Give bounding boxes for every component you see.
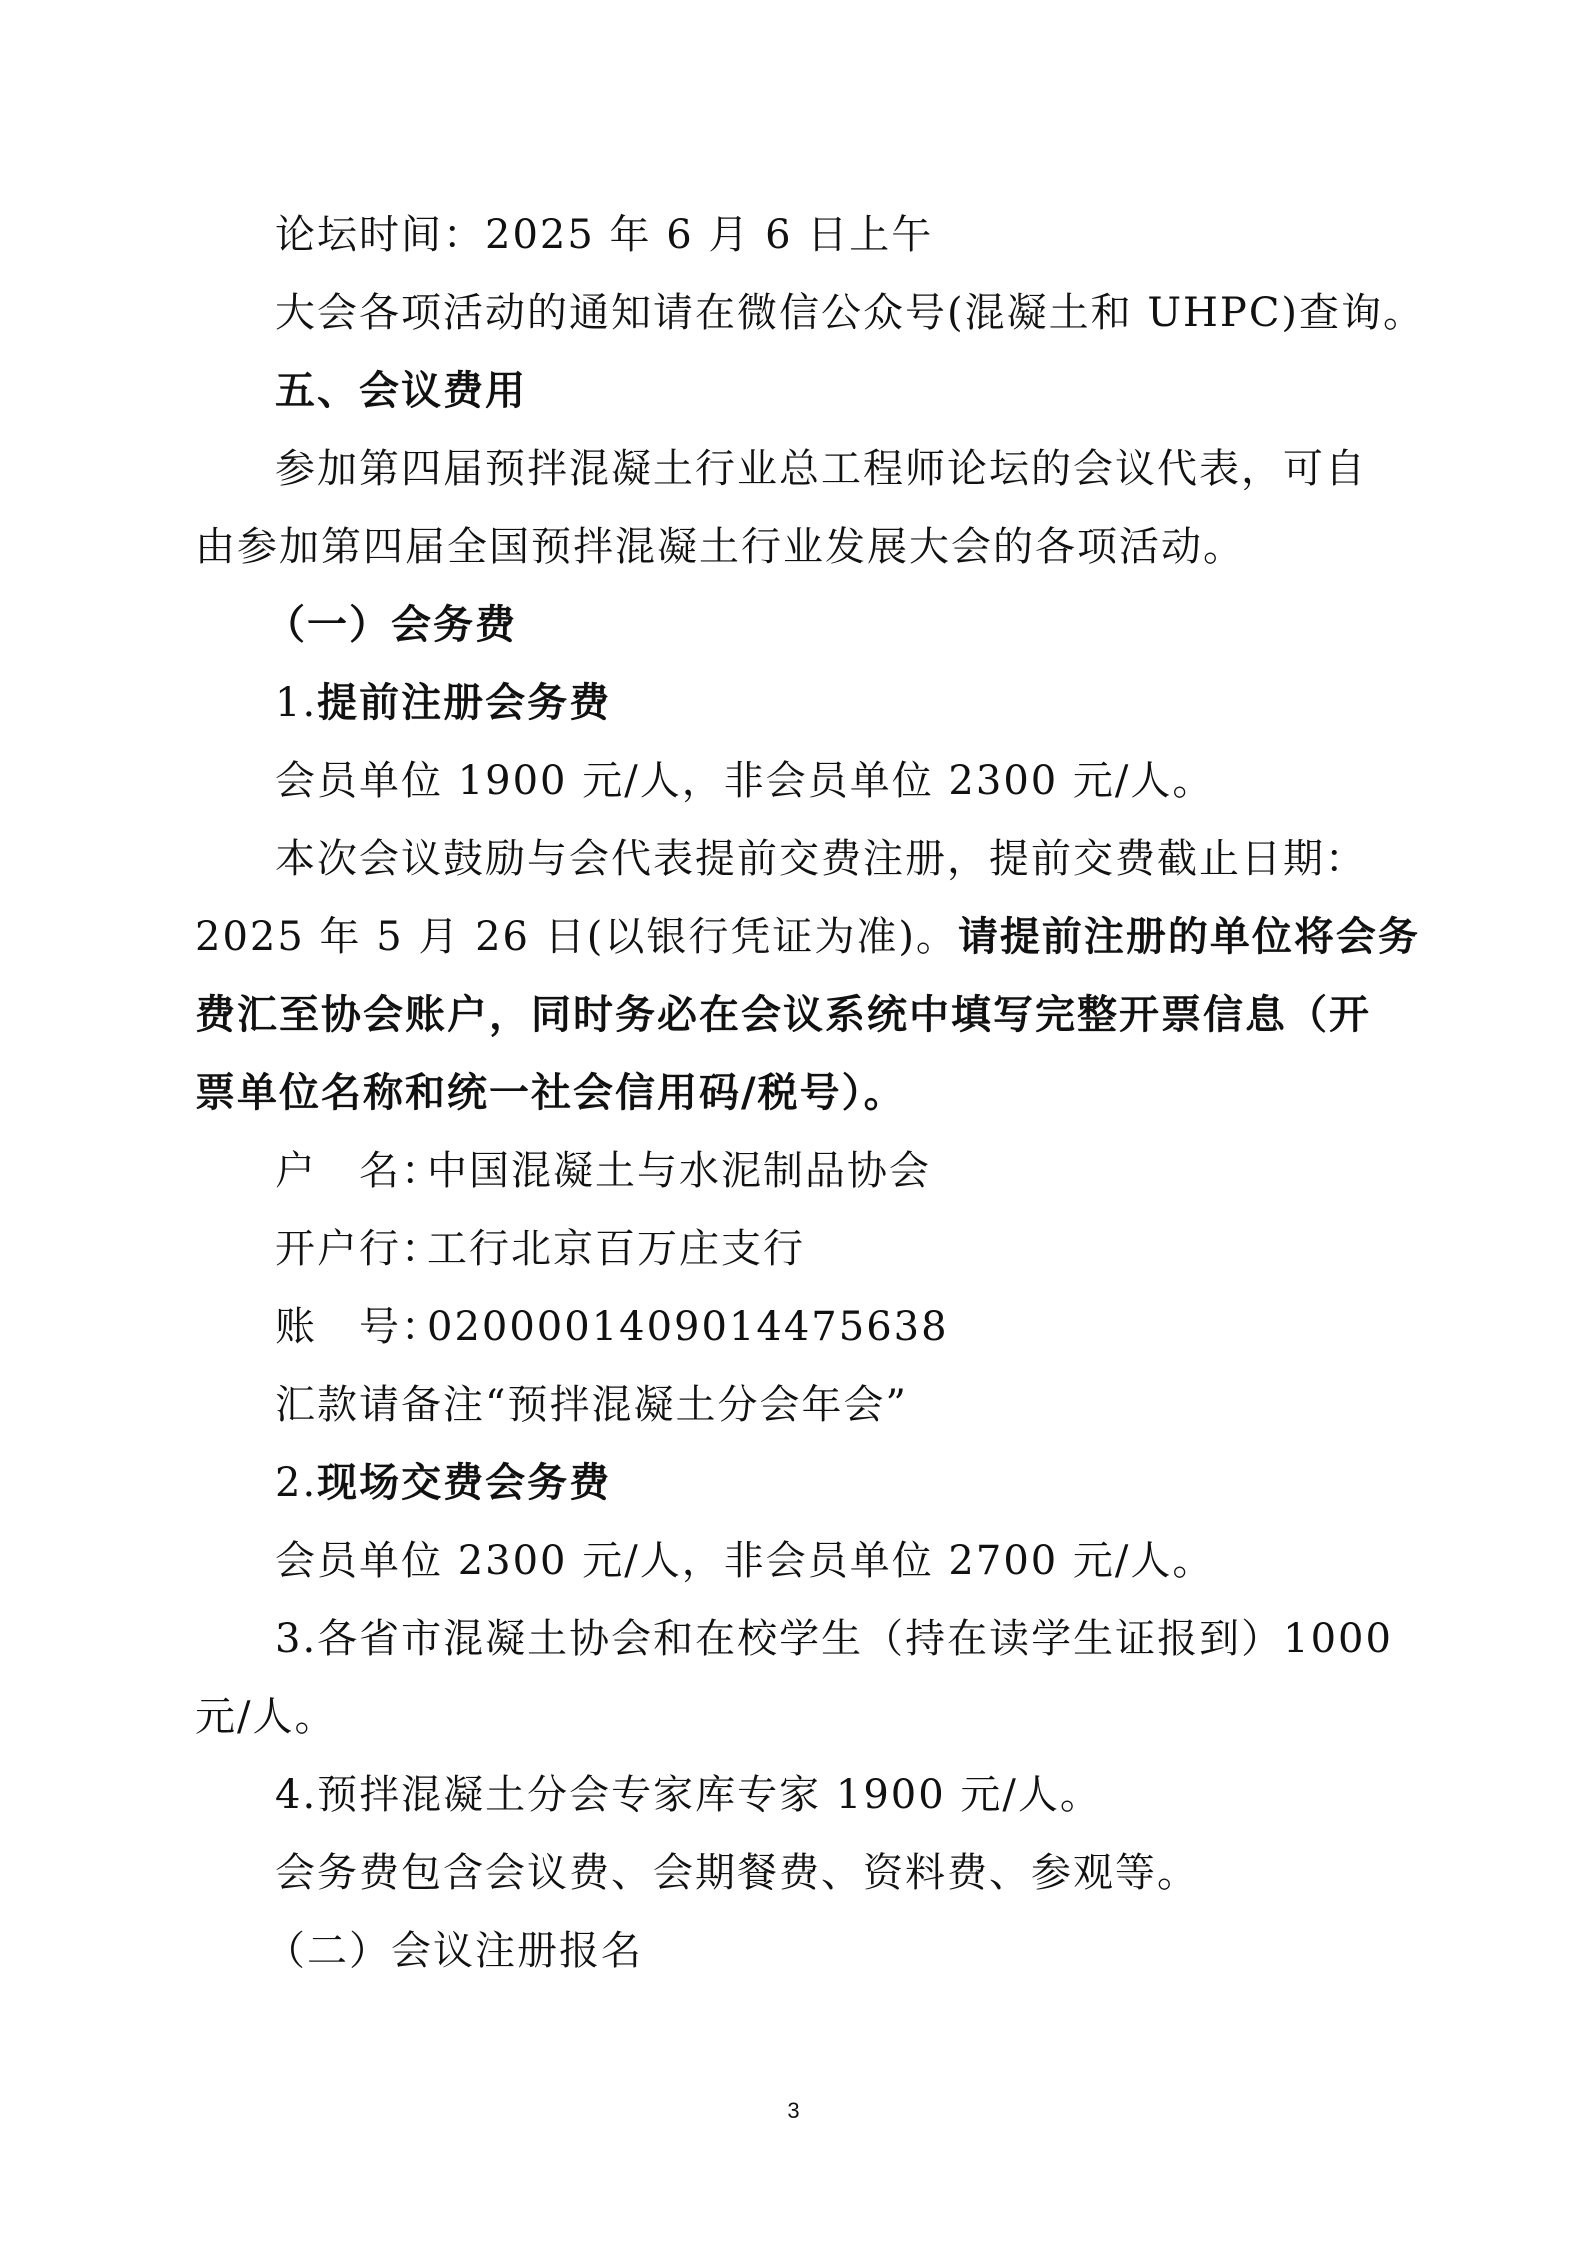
account-name-value: 中国混凝土与水泥制品协会: [427, 1148, 931, 1194]
deadline-text: 2025 年 5 月 26 日(以银行凭证为准)。: [195, 914, 958, 960]
paragraph-line: 参加第四届预拌混凝土行业总工程师论坛的会议代表，可自: [275, 446, 1367, 492]
bold-instruction: 请提前注册的单位将会务: [957, 914, 1420, 960]
bank-line: [275, 1219, 1495, 1279]
section-heading-fees: 五、会议费用: [275, 368, 527, 414]
item-heading-early: [275, 673, 1495, 733]
subsection-heading-fee: （一）会务费: [265, 602, 517, 648]
item-number: 2.: [275, 1460, 318, 1506]
wechat-notice-line: 大会各项活动的通知请在微信公众号(混凝土和 UHPC)查询。: [275, 290, 1426, 336]
bank-value: 工行北京百万庄支行: [427, 1226, 805, 1272]
early-fee-line: 会员单位 1900 元/人，非会员单位 2300 元/人。: [275, 758, 1215, 804]
subsection-heading-registration: （二）会议注册报名: [265, 1928, 643, 1974]
item-title: 现场交费会务费: [317, 1460, 612, 1506]
paragraph-line: 由参加第四届全国预拌混凝土行业发展大会的各项活动。: [195, 524, 1245, 570]
bold-instruction-line: 票单位名称和统一社会信用码/税号）。: [195, 1070, 906, 1116]
page-number: 3: [787, 2098, 800, 2123]
account-number-label: 账 号：: [275, 1304, 443, 1350]
paragraph-line: 本次会议鼓励与会代表提前交费注册，提前交费截止日期：: [275, 836, 1367, 882]
student-fee-line-cont: 元/人。: [195, 1694, 337, 1740]
remittance-note-line: 汇款请备注“预拌混凝土分会年会”: [275, 1382, 908, 1428]
onsite-fee-line: 会员单位 2300 元/人，非会员单位 2700 元/人。: [275, 1538, 1215, 1584]
account-name-label: 户 名：: [275, 1148, 443, 1194]
forum-time-line: 论坛时间：2025 年 6 月 6 日上午: [275, 212, 934, 258]
expert-fee-line: 4.预拌混凝土分会专家库专家 1900 元/人。: [275, 1772, 1102, 1818]
student-fee-line: 3.各省市混凝土协会和在校学生（持在读学生证报到）1000: [275, 1616, 1393, 1662]
item-title: 提前注册会务费: [317, 680, 612, 726]
account-name-line: [275, 1141, 1495, 1201]
deadline-line: [195, 907, 1420, 967]
bank-label: 开户行：: [275, 1226, 443, 1272]
fee-includes-line: 会务费包含会议费、会期餐费、资料费、参观等。: [275, 1850, 1199, 1896]
item-number: 1.: [275, 680, 318, 726]
item-heading-onsite: [275, 1453, 1495, 1513]
account-number-value: 0200001409014475638: [427, 1304, 949, 1350]
bold-instruction-line: 费汇至协会账户，同时务必在会议系统中填写完整开票信息（开: [195, 992, 1371, 1038]
account-number-line: [275, 1297, 1495, 1357]
